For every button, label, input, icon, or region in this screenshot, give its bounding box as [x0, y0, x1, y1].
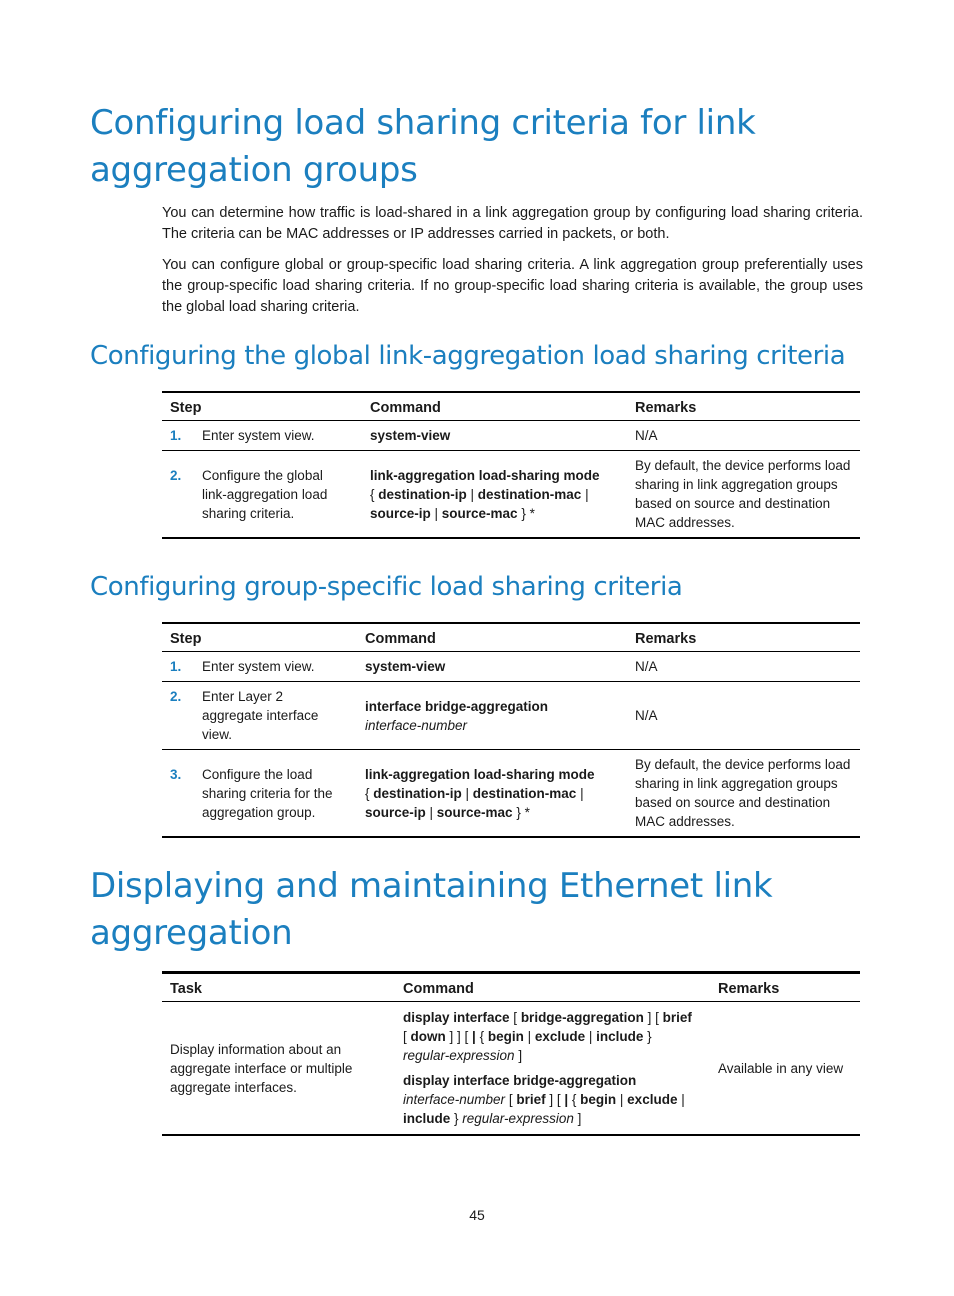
step-text: Configure the load sharing criteria for the aggregation group.: [202, 766, 333, 820]
heading-line-1: Configuring load sharing criteria for link: [90, 103, 756, 143]
command-syntax-1: display interface [ bridge-aggregation ] [ brief [ down ] ] [ | { begin | exclude | include } regular-expression ]: [403, 1010, 692, 1063]
section-heading-display: [90, 863, 772, 957]
remarks-cell: By default, the device performs load sharing in link aggregation groups based on source and destination MAC addresses.: [627, 750, 860, 838]
column-header-command: Command: [395, 973, 710, 1002]
step-cell: [162, 421, 362, 451]
command-cell: [357, 652, 627, 682]
column-header-task: Task: [162, 973, 395, 1002]
intro-paragraph-1: You can determine how traffic is load-shared in a link aggregation group by configuring load sharing criteria. The criteria can be MAC addresses or IP addresses carried in packets, or both.: [162, 205, 863, 242]
heading-line-2: aggregation groups: [90, 150, 418, 190]
command-keyword: system-view: [370, 428, 451, 443]
command-cell: link-aggregation load-sharing mode { destination-ip | destination-mac | source-ip | source-mac } *: [357, 750, 627, 838]
command-cell: [362, 421, 627, 451]
table-row: [162, 421, 860, 451]
heading-line-2: aggregation: [90, 913, 293, 953]
command-keyword: link-aggregation load-sharing mode: [365, 766, 595, 782]
step-cell: [162, 682, 357, 750]
column-header-command: Command: [357, 623, 627, 652]
page-number: 45: [469, 1207, 485, 1223]
subheading-group-criteria: Configuring group-specific load sharing criteria: [90, 572, 683, 602]
step-text: Enter system view.: [202, 428, 315, 443]
command-cell: link-aggregation load-sharing mode { destination-ip | destination-mac | source-ip | source-mac } *: [362, 451, 627, 539]
remarks-cell: N/A: [627, 682, 860, 750]
intro-paragraph-2: You can configure global or group-specific load sharing criteria. A link aggregation group preferentially uses the group-specific load sharing criteria. If no group-specific load sharing criteria is available, the group uses the global load sharing criteria.: [162, 257, 863, 315]
command-keyword: interface bridge-aggregation: [365, 698, 549, 714]
step-number: 1.: [170, 428, 182, 443]
remarks-cell: By default, the device performs load sharing in link aggregation groups based on source and destination MAC addresses.: [627, 451, 860, 539]
command-syntax-2: display interface bridge-aggregation interface-number [ brief ] [ | { begin | exclude | include } regular-expression ]: [403, 1073, 685, 1126]
column-header-remarks: Remarks: [627, 623, 860, 652]
remarks-cell: Available in any view: [710, 1002, 860, 1136]
column-header-remarks: Remarks: [627, 392, 860, 421]
step-text: Enter Layer 2 aggregate interface view.: [202, 689, 319, 742]
column-header-step: Step: [162, 623, 357, 652]
step-cell: [162, 750, 357, 838]
subheading-global-criteria: Configuring the global link-aggregation load sharing criteria: [90, 341, 846, 371]
task-cell: Display information about an aggregate interface or multiple aggregate interfaces.: [162, 1002, 395, 1136]
table-row: [162, 1002, 860, 1136]
command-keyword: link-aggregation load-sharing mode: [370, 467, 600, 483]
step-text: Configure the global link-aggregation load sharing criteria.: [202, 467, 328, 521]
step-number: 2.: [170, 467, 182, 483]
remarks-cell: N/A: [627, 652, 860, 682]
step-number: 1.: [170, 659, 182, 674]
table-header-row: [162, 392, 860, 421]
column-header-step: Step: [162, 392, 362, 421]
column-header-remarks: Remarks: [710, 973, 860, 1002]
group-criteria-table: [162, 622, 860, 838]
display-commands-table: [162, 971, 860, 1136]
command-argument: interface-number: [365, 717, 468, 733]
global-criteria-table: [162, 391, 860, 539]
command-cell: [395, 1002, 710, 1136]
step-cell: [162, 652, 357, 682]
step-number: 2.: [170, 689, 182, 704]
table-row: [162, 451, 860, 539]
command-cell: [357, 682, 627, 750]
step-number: 3.: [170, 766, 182, 782]
table-row: [162, 682, 860, 750]
table-header-row: [162, 623, 860, 652]
column-header-command: Command: [362, 392, 627, 421]
heading-line-1: Displaying and maintaining Ethernet link: [90, 866, 773, 906]
command-keyword: system-view: [365, 659, 446, 674]
step-cell: [162, 451, 362, 539]
step-text: Enter system view.: [202, 659, 315, 674]
table-row: [162, 652, 860, 682]
section-heading-load-sharing: [90, 100, 755, 194]
table-header-row: [162, 973, 860, 1002]
remarks-cell: N/A: [627, 421, 860, 451]
table-row: [162, 750, 860, 838]
